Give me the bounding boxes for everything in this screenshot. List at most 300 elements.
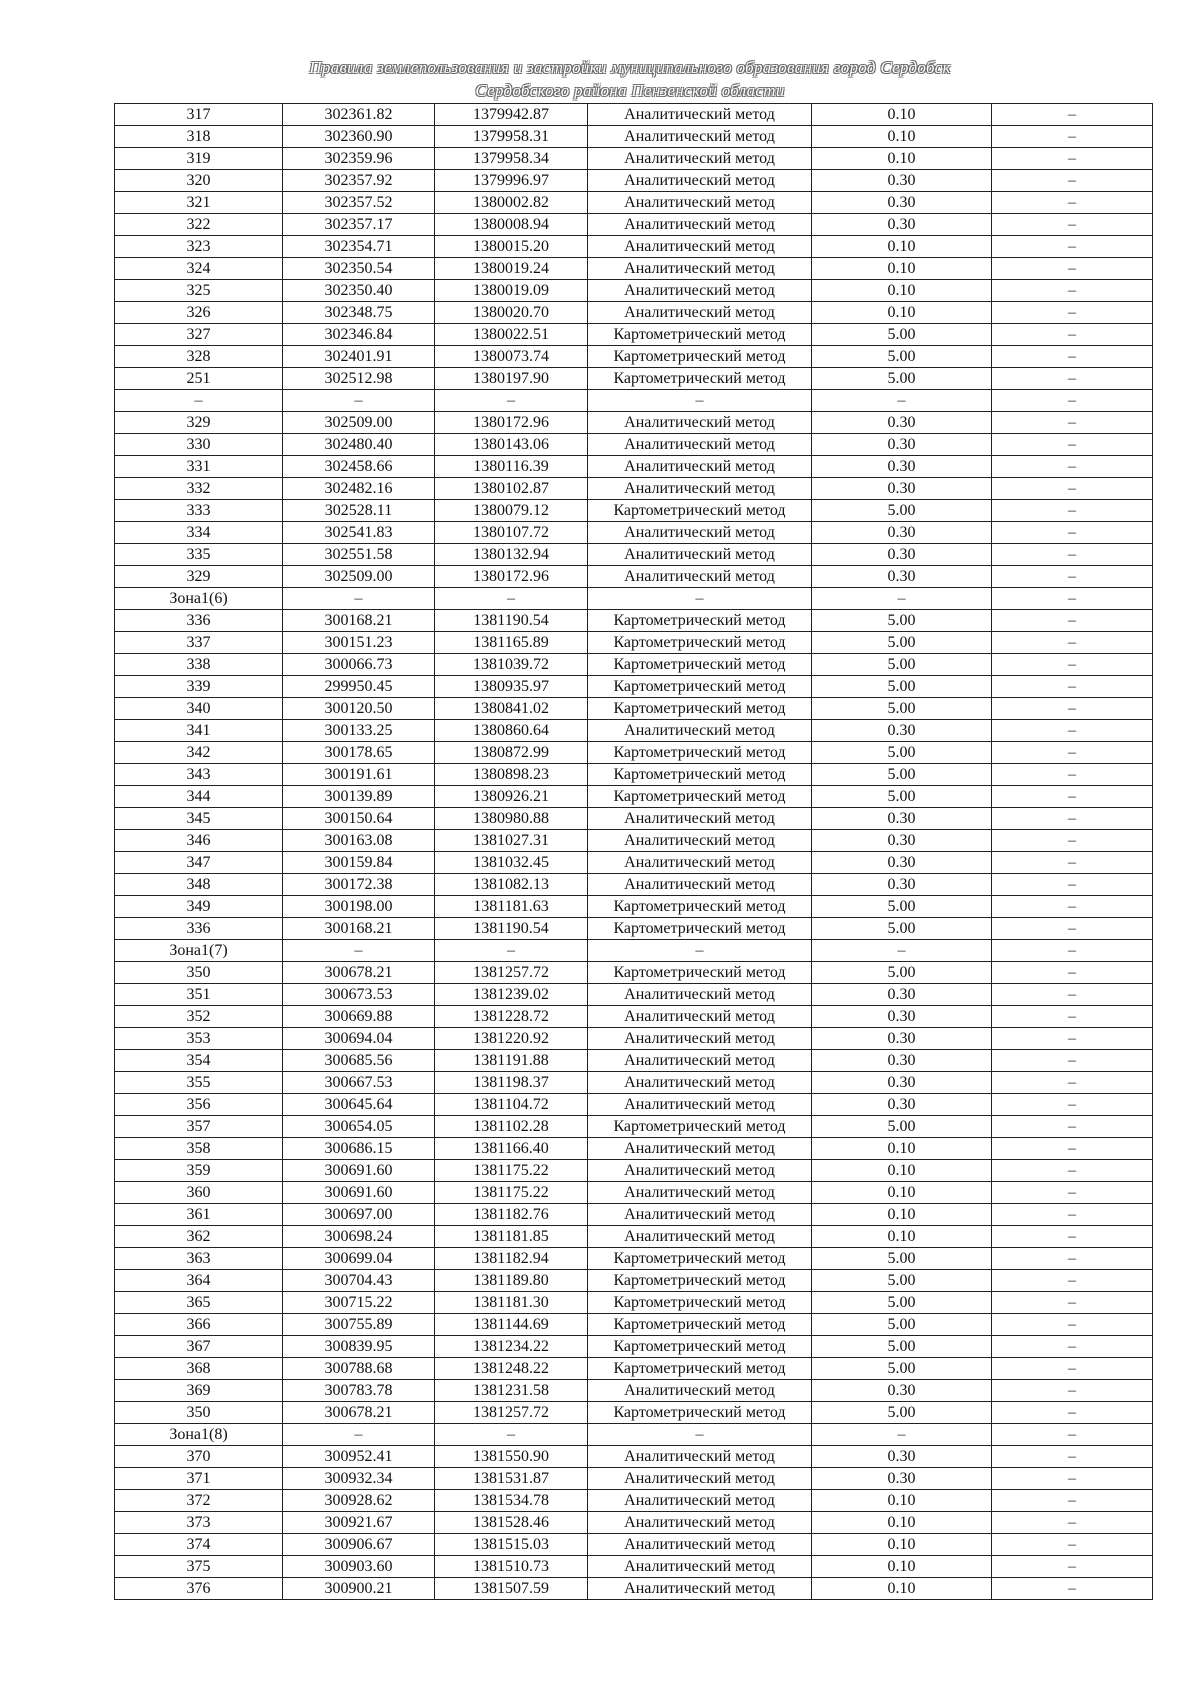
x-coordinate-cell: 302551.58 — [283, 544, 435, 566]
accuracy-cell: 5.00 — [812, 742, 992, 764]
x-coordinate-cell: 302357.52 — [283, 192, 435, 214]
accuracy-cell: 0.30 — [812, 984, 992, 1006]
accuracy-cell: 5.00 — [812, 654, 992, 676]
accuracy-cell: 0.10 — [812, 1160, 992, 1182]
y-coordinate-cell: 1381181.30 — [435, 1292, 588, 1314]
point-number-cell: 363 — [115, 1248, 283, 1270]
y-coordinate-cell: 1381248.22 — [435, 1358, 588, 1380]
method-cell: Аналитический метод — [588, 852, 812, 874]
note-cell: – — [992, 126, 1153, 148]
method-cell: Аналитический метод — [588, 1468, 812, 1490]
accuracy-cell: 5.00 — [812, 1336, 992, 1358]
point-number-cell: 355 — [115, 1072, 283, 1094]
method-cell: Аналитический метод — [588, 1138, 812, 1160]
y-coordinate-cell: 1380872.99 — [435, 742, 588, 764]
table-row — [115, 390, 1153, 412]
accuracy-cell: 0.30 — [812, 1050, 992, 1072]
method-cell: Картометрический метод — [588, 632, 812, 654]
method-cell: Аналитический метод — [588, 258, 812, 280]
method-cell: Аналитический метод — [588, 456, 812, 478]
y-coordinate-cell: 1380172.96 — [435, 566, 588, 588]
method-cell: Аналитический метод — [588, 280, 812, 302]
x-coordinate-cell: 302359.96 — [283, 148, 435, 170]
y-coordinate-cell: 1381534.78 — [435, 1490, 588, 1512]
accuracy-cell: 0.30 — [812, 456, 992, 478]
x-coordinate-cell: 302482.16 — [283, 478, 435, 500]
table-row — [115, 918, 1153, 940]
accuracy-cell: 0.10 — [812, 1490, 992, 1512]
accuracy-cell: 5.00 — [812, 962, 992, 984]
accuracy-cell: 5.00 — [812, 610, 992, 632]
x-coordinate-cell: 300906.67 — [283, 1534, 435, 1556]
accuracy-cell: 0.30 — [812, 192, 992, 214]
y-coordinate-cell: 1380019.24 — [435, 258, 588, 280]
x-coordinate-cell: 302348.75 — [283, 302, 435, 324]
method-cell: Аналитический метод — [588, 1182, 812, 1204]
note-cell: – — [992, 148, 1153, 170]
accuracy-cell: – — [812, 390, 992, 412]
x-coordinate-cell: 300172.38 — [283, 874, 435, 896]
x-coordinate-cell: 300900.21 — [283, 1578, 435, 1600]
method-cell: Аналитический метод — [588, 192, 812, 214]
point-number-cell: Зона1(6) — [115, 588, 283, 610]
accuracy-cell: 0.10 — [812, 1578, 992, 1600]
accuracy-cell: 5.00 — [812, 1402, 992, 1424]
method-cell: Аналитический метод — [588, 808, 812, 830]
point-number-cell: 364 — [115, 1270, 283, 1292]
point-number-cell: 368 — [115, 1358, 283, 1380]
x-coordinate-cell: 300704.43 — [283, 1270, 435, 1292]
table-row — [115, 170, 1153, 192]
table-row — [115, 654, 1153, 676]
accuracy-cell: 5.00 — [812, 1248, 992, 1270]
point-number-cell: 370 — [115, 1446, 283, 1468]
table-row — [115, 1512, 1153, 1534]
table-row — [115, 676, 1153, 698]
y-coordinate-cell: 1381257.72 — [435, 1402, 588, 1424]
accuracy-cell: – — [812, 588, 992, 610]
y-coordinate-cell: 1381228.72 — [435, 1006, 588, 1028]
y-coordinate-cell: 1381102.28 — [435, 1116, 588, 1138]
y-coordinate-cell: 1381104.72 — [435, 1094, 588, 1116]
accuracy-cell: 0.10 — [812, 302, 992, 324]
note-cell: – — [992, 1138, 1153, 1160]
table-row — [115, 1358, 1153, 1380]
accuracy-cell: 5.00 — [812, 346, 992, 368]
point-number-cell: 328 — [115, 346, 283, 368]
method-cell: Аналитический метод — [588, 126, 812, 148]
point-number-cell: 342 — [115, 742, 283, 764]
x-coordinate-cell: 300120.50 — [283, 698, 435, 720]
x-coordinate-cell: 300952.41 — [283, 1446, 435, 1468]
method-cell: Аналитический метод — [588, 1204, 812, 1226]
method-cell: Картометрический метод — [588, 1358, 812, 1380]
table-row — [115, 258, 1153, 280]
note-cell: – — [992, 500, 1153, 522]
note-cell: – — [992, 544, 1153, 566]
method-cell: Аналитический метод — [588, 1380, 812, 1402]
table-row — [115, 456, 1153, 478]
method-cell: Аналитический метод — [588, 434, 812, 456]
accuracy-cell: 0.30 — [812, 1380, 992, 1402]
accuracy-cell: 5.00 — [812, 368, 992, 390]
point-number-cell: 324 — [115, 258, 283, 280]
table-row — [115, 1402, 1153, 1424]
x-coordinate-cell: 300150.64 — [283, 808, 435, 830]
table-row — [115, 742, 1153, 764]
x-coordinate-cell: 300654.05 — [283, 1116, 435, 1138]
table-row — [115, 302, 1153, 324]
method-cell: Картометрический метод — [588, 1314, 812, 1336]
accuracy-cell: 5.00 — [812, 918, 992, 940]
point-number-cell: 329 — [115, 412, 283, 434]
note-cell: – — [992, 478, 1153, 500]
table-row — [115, 1490, 1153, 1512]
table-row — [115, 962, 1153, 984]
table-row — [115, 1468, 1153, 1490]
note-cell: – — [992, 1578, 1153, 1600]
accuracy-cell: 0.30 — [812, 170, 992, 192]
accuracy-cell: 5.00 — [812, 500, 992, 522]
point-number-cell: 339 — [115, 676, 283, 698]
accuracy-cell: 5.00 — [812, 1270, 992, 1292]
method-cell: Аналитический метод — [588, 1578, 812, 1600]
table-row — [115, 610, 1153, 632]
table-row — [115, 148, 1153, 170]
y-coordinate-cell: – — [435, 940, 588, 962]
method-cell: Картометрический метод — [588, 346, 812, 368]
point-number-cell: 343 — [115, 764, 283, 786]
table-row — [115, 632, 1153, 654]
table-row — [115, 1116, 1153, 1138]
point-number-cell: 327 — [115, 324, 283, 346]
method-cell: Картометрический метод — [588, 324, 812, 346]
point-number-cell: 369 — [115, 1380, 283, 1402]
y-coordinate-cell: 1380197.90 — [435, 368, 588, 390]
point-number-cell: 346 — [115, 830, 283, 852]
y-coordinate-cell: 1381027.31 — [435, 830, 588, 852]
y-coordinate-cell: 1380898.23 — [435, 764, 588, 786]
point-number-cell: 323 — [115, 236, 283, 258]
point-number-cell: 349 — [115, 896, 283, 918]
y-coordinate-cell: 1381181.63 — [435, 896, 588, 918]
y-coordinate-cell: – — [435, 390, 588, 412]
note-cell: – — [992, 236, 1153, 258]
point-number-cell: 337 — [115, 632, 283, 654]
method-cell: Картометрический метод — [588, 698, 812, 720]
point-number-cell: 354 — [115, 1050, 283, 1072]
x-coordinate-cell: 299950.45 — [283, 676, 435, 698]
y-coordinate-cell: 1381191.88 — [435, 1050, 588, 1072]
method-cell: Аналитический метод — [588, 544, 812, 566]
point-number-cell: 350 — [115, 962, 283, 984]
accuracy-cell: 0.30 — [812, 808, 992, 830]
method-cell: – — [588, 1424, 812, 1446]
x-coordinate-cell: 300139.89 — [283, 786, 435, 808]
accuracy-cell: 5.00 — [812, 1358, 992, 1380]
table-row — [115, 984, 1153, 1006]
note-cell: – — [992, 390, 1153, 412]
y-coordinate-cell: 1380073.74 — [435, 346, 588, 368]
point-number-cell: 353 — [115, 1028, 283, 1050]
accuracy-cell: – — [812, 940, 992, 962]
accuracy-cell: 0.30 — [812, 874, 992, 896]
table-row — [115, 126, 1153, 148]
coordinates-table — [114, 103, 1153, 1600]
table-row — [115, 544, 1153, 566]
x-coordinate-cell: 302357.92 — [283, 170, 435, 192]
method-cell: Аналитический метод — [588, 984, 812, 1006]
table-row — [115, 1028, 1153, 1050]
y-coordinate-cell: 1381198.37 — [435, 1072, 588, 1094]
y-coordinate-cell: 1380980.88 — [435, 808, 588, 830]
accuracy-cell: 0.30 — [812, 1446, 992, 1468]
table-row — [115, 236, 1153, 258]
table-row — [115, 412, 1153, 434]
method-cell: Аналитический метод — [588, 1050, 812, 1072]
y-coordinate-cell: 1380015.20 — [435, 236, 588, 258]
table-row — [115, 500, 1153, 522]
point-number-cell: 340 — [115, 698, 283, 720]
method-cell: Картометрический метод — [588, 786, 812, 808]
note-cell: – — [992, 434, 1153, 456]
note-cell: – — [992, 1006, 1153, 1028]
note-cell: – — [992, 1336, 1153, 1358]
y-coordinate-cell: 1380102.87 — [435, 478, 588, 500]
method-cell: Картометрический метод — [588, 368, 812, 390]
x-coordinate-cell: 300168.21 — [283, 918, 435, 940]
x-coordinate-cell: 300839.95 — [283, 1336, 435, 1358]
note-cell: – — [992, 874, 1153, 896]
y-coordinate-cell: 1381550.90 — [435, 1446, 588, 1468]
table-row — [115, 324, 1153, 346]
y-coordinate-cell: 1380019.09 — [435, 280, 588, 302]
point-number-cell: 375 — [115, 1556, 283, 1578]
point-number-cell: 360 — [115, 1182, 283, 1204]
table-row — [115, 786, 1153, 808]
note-cell: – — [992, 1072, 1153, 1094]
x-coordinate-cell: – — [283, 588, 435, 610]
point-number-cell: 345 — [115, 808, 283, 830]
accuracy-cell: 0.10 — [812, 1182, 992, 1204]
y-coordinate-cell: 1381528.46 — [435, 1512, 588, 1534]
method-cell: – — [588, 940, 812, 962]
note-cell: – — [992, 1446, 1153, 1468]
note-cell: – — [992, 258, 1153, 280]
table-row — [115, 698, 1153, 720]
note-cell: – — [992, 1556, 1153, 1578]
accuracy-cell: 5.00 — [812, 324, 992, 346]
point-number-cell: 336 — [115, 918, 283, 940]
accuracy-cell: 0.10 — [812, 148, 992, 170]
y-coordinate-cell: 1380116.39 — [435, 456, 588, 478]
table-row — [115, 1556, 1153, 1578]
page-header — [110, 56, 1150, 102]
table-row — [115, 1292, 1153, 1314]
y-coordinate-cell: 1379958.31 — [435, 126, 588, 148]
y-coordinate-cell: 1380935.97 — [435, 676, 588, 698]
table-row — [115, 874, 1153, 896]
point-number-cell: 351 — [115, 984, 283, 1006]
x-coordinate-cell: 302350.40 — [283, 280, 435, 302]
note-cell: – — [992, 742, 1153, 764]
table-row — [115, 1204, 1153, 1226]
header-line-1: Правила землепользования и застройки муниципального образования город Сердобск — [309, 58, 951, 77]
y-coordinate-cell: 1381190.54 — [435, 918, 588, 940]
table-row — [115, 830, 1153, 852]
point-number-cell: 334 — [115, 522, 283, 544]
accuracy-cell: 5.00 — [812, 1314, 992, 1336]
point-number-cell: 319 — [115, 148, 283, 170]
y-coordinate-cell: 1379996.97 — [435, 170, 588, 192]
method-cell: Картометрический метод — [588, 1116, 812, 1138]
accuracy-cell: 5.00 — [812, 698, 992, 720]
point-number-cell: 330 — [115, 434, 283, 456]
x-coordinate-cell: 302350.54 — [283, 258, 435, 280]
method-cell: Аналитический метод — [588, 1556, 812, 1578]
table-row — [115, 852, 1153, 874]
note-cell: – — [992, 1050, 1153, 1072]
accuracy-cell: 0.10 — [812, 236, 992, 258]
note-cell: – — [992, 918, 1153, 940]
y-coordinate-cell: 1380022.51 — [435, 324, 588, 346]
y-coordinate-cell: 1379942.87 — [435, 104, 588, 126]
x-coordinate-cell: 300715.22 — [283, 1292, 435, 1314]
table-row — [115, 1050, 1153, 1072]
x-coordinate-cell: – — [283, 1424, 435, 1446]
y-coordinate-cell: 1381510.73 — [435, 1556, 588, 1578]
method-cell: Картометрический метод — [588, 1248, 812, 1270]
method-cell: Картометрический метод — [588, 764, 812, 786]
x-coordinate-cell: 300691.60 — [283, 1160, 435, 1182]
y-coordinate-cell: 1380860.64 — [435, 720, 588, 742]
table-row — [115, 522, 1153, 544]
point-number-cell: 371 — [115, 1468, 283, 1490]
x-coordinate-cell: 300691.60 — [283, 1182, 435, 1204]
x-coordinate-cell: 300667.53 — [283, 1072, 435, 1094]
x-coordinate-cell: 300151.23 — [283, 632, 435, 654]
accuracy-cell: 0.30 — [812, 478, 992, 500]
point-number-cell: 338 — [115, 654, 283, 676]
x-coordinate-cell: 300685.56 — [283, 1050, 435, 1072]
accuracy-cell: 0.10 — [812, 1512, 992, 1534]
point-number-cell: 321 — [115, 192, 283, 214]
accuracy-cell: 5.00 — [812, 1292, 992, 1314]
table-row — [115, 1006, 1153, 1028]
point-number-cell: 374 — [115, 1534, 283, 1556]
accuracy-cell: 0.30 — [812, 214, 992, 236]
x-coordinate-cell: 300694.04 — [283, 1028, 435, 1050]
y-coordinate-cell: 1381190.54 — [435, 610, 588, 632]
accuracy-cell: 5.00 — [812, 632, 992, 654]
x-coordinate-cell: 300698.24 — [283, 1226, 435, 1248]
method-cell: – — [588, 588, 812, 610]
accuracy-cell: 5.00 — [812, 676, 992, 698]
method-cell: Картометрический метод — [588, 1270, 812, 1292]
point-number-cell: 367 — [115, 1336, 283, 1358]
method-cell: Картометрический метод — [588, 962, 812, 984]
y-coordinate-cell: 1380079.12 — [435, 500, 588, 522]
point-number-cell: 326 — [115, 302, 283, 324]
x-coordinate-cell: 300903.60 — [283, 1556, 435, 1578]
y-coordinate-cell: 1381175.22 — [435, 1182, 588, 1204]
method-cell: Картометрический метод — [588, 500, 812, 522]
x-coordinate-cell: 302354.71 — [283, 236, 435, 258]
y-coordinate-cell: 1380020.70 — [435, 302, 588, 324]
method-cell: Аналитический метод — [588, 1490, 812, 1512]
note-cell: – — [992, 104, 1153, 126]
note-cell: – — [992, 1226, 1153, 1248]
y-coordinate-cell: 1381220.92 — [435, 1028, 588, 1050]
accuracy-cell: 0.10 — [812, 1138, 992, 1160]
accuracy-cell: 0.10 — [812, 1204, 992, 1226]
note-cell: – — [992, 984, 1153, 1006]
y-coordinate-cell: 1380107.72 — [435, 522, 588, 544]
note-cell: – — [992, 1358, 1153, 1380]
point-number-cell: 352 — [115, 1006, 283, 1028]
point-number-cell: 322 — [115, 214, 283, 236]
x-coordinate-cell: 300198.00 — [283, 896, 435, 918]
x-coordinate-cell: 300168.21 — [283, 610, 435, 632]
x-coordinate-cell: 302528.11 — [283, 500, 435, 522]
x-coordinate-cell: 300066.73 — [283, 654, 435, 676]
method-cell: Аналитический метод — [588, 1160, 812, 1182]
table-row — [115, 764, 1153, 786]
note-cell: – — [992, 588, 1153, 610]
note-cell: – — [992, 1314, 1153, 1336]
x-coordinate-cell: 300669.88 — [283, 1006, 435, 1028]
y-coordinate-cell: 1380143.06 — [435, 434, 588, 456]
point-number-cell: 362 — [115, 1226, 283, 1248]
y-coordinate-cell: 1381189.80 — [435, 1270, 588, 1292]
method-cell: Аналитический метод — [588, 478, 812, 500]
accuracy-cell: 0.30 — [812, 566, 992, 588]
y-coordinate-cell: 1381082.13 — [435, 874, 588, 896]
point-number-cell: 356 — [115, 1094, 283, 1116]
accuracy-cell: 0.30 — [812, 1094, 992, 1116]
accuracy-cell: 0.30 — [812, 1072, 992, 1094]
y-coordinate-cell: 1381039.72 — [435, 654, 588, 676]
table-row — [115, 346, 1153, 368]
method-cell: Аналитический метод — [588, 874, 812, 896]
point-number-cell: 336 — [115, 610, 283, 632]
note-cell: – — [992, 1424, 1153, 1446]
point-number-cell: 331 — [115, 456, 283, 478]
x-coordinate-cell: 302509.00 — [283, 566, 435, 588]
accuracy-cell: 0.30 — [812, 434, 992, 456]
note-cell: – — [992, 1160, 1153, 1182]
y-coordinate-cell: 1381166.40 — [435, 1138, 588, 1160]
y-coordinate-cell: 1380841.02 — [435, 698, 588, 720]
x-coordinate-cell: 300133.25 — [283, 720, 435, 742]
accuracy-cell: 0.10 — [812, 1556, 992, 1578]
method-cell: Аналитический метод — [588, 1006, 812, 1028]
x-coordinate-cell: 300921.67 — [283, 1512, 435, 1534]
note-cell: – — [992, 214, 1153, 236]
point-number-cell: 344 — [115, 786, 283, 808]
point-number-cell: 359 — [115, 1160, 283, 1182]
x-coordinate-cell: 300928.62 — [283, 1490, 435, 1512]
method-cell: – — [588, 390, 812, 412]
x-coordinate-cell: 300163.08 — [283, 830, 435, 852]
method-cell: Картометрический метод — [588, 742, 812, 764]
method-cell: Аналитический метод — [588, 1534, 812, 1556]
table-row — [115, 1138, 1153, 1160]
note-cell: – — [992, 632, 1153, 654]
table-row — [115, 368, 1153, 390]
accuracy-cell: 0.10 — [812, 280, 992, 302]
note-cell: – — [992, 676, 1153, 698]
